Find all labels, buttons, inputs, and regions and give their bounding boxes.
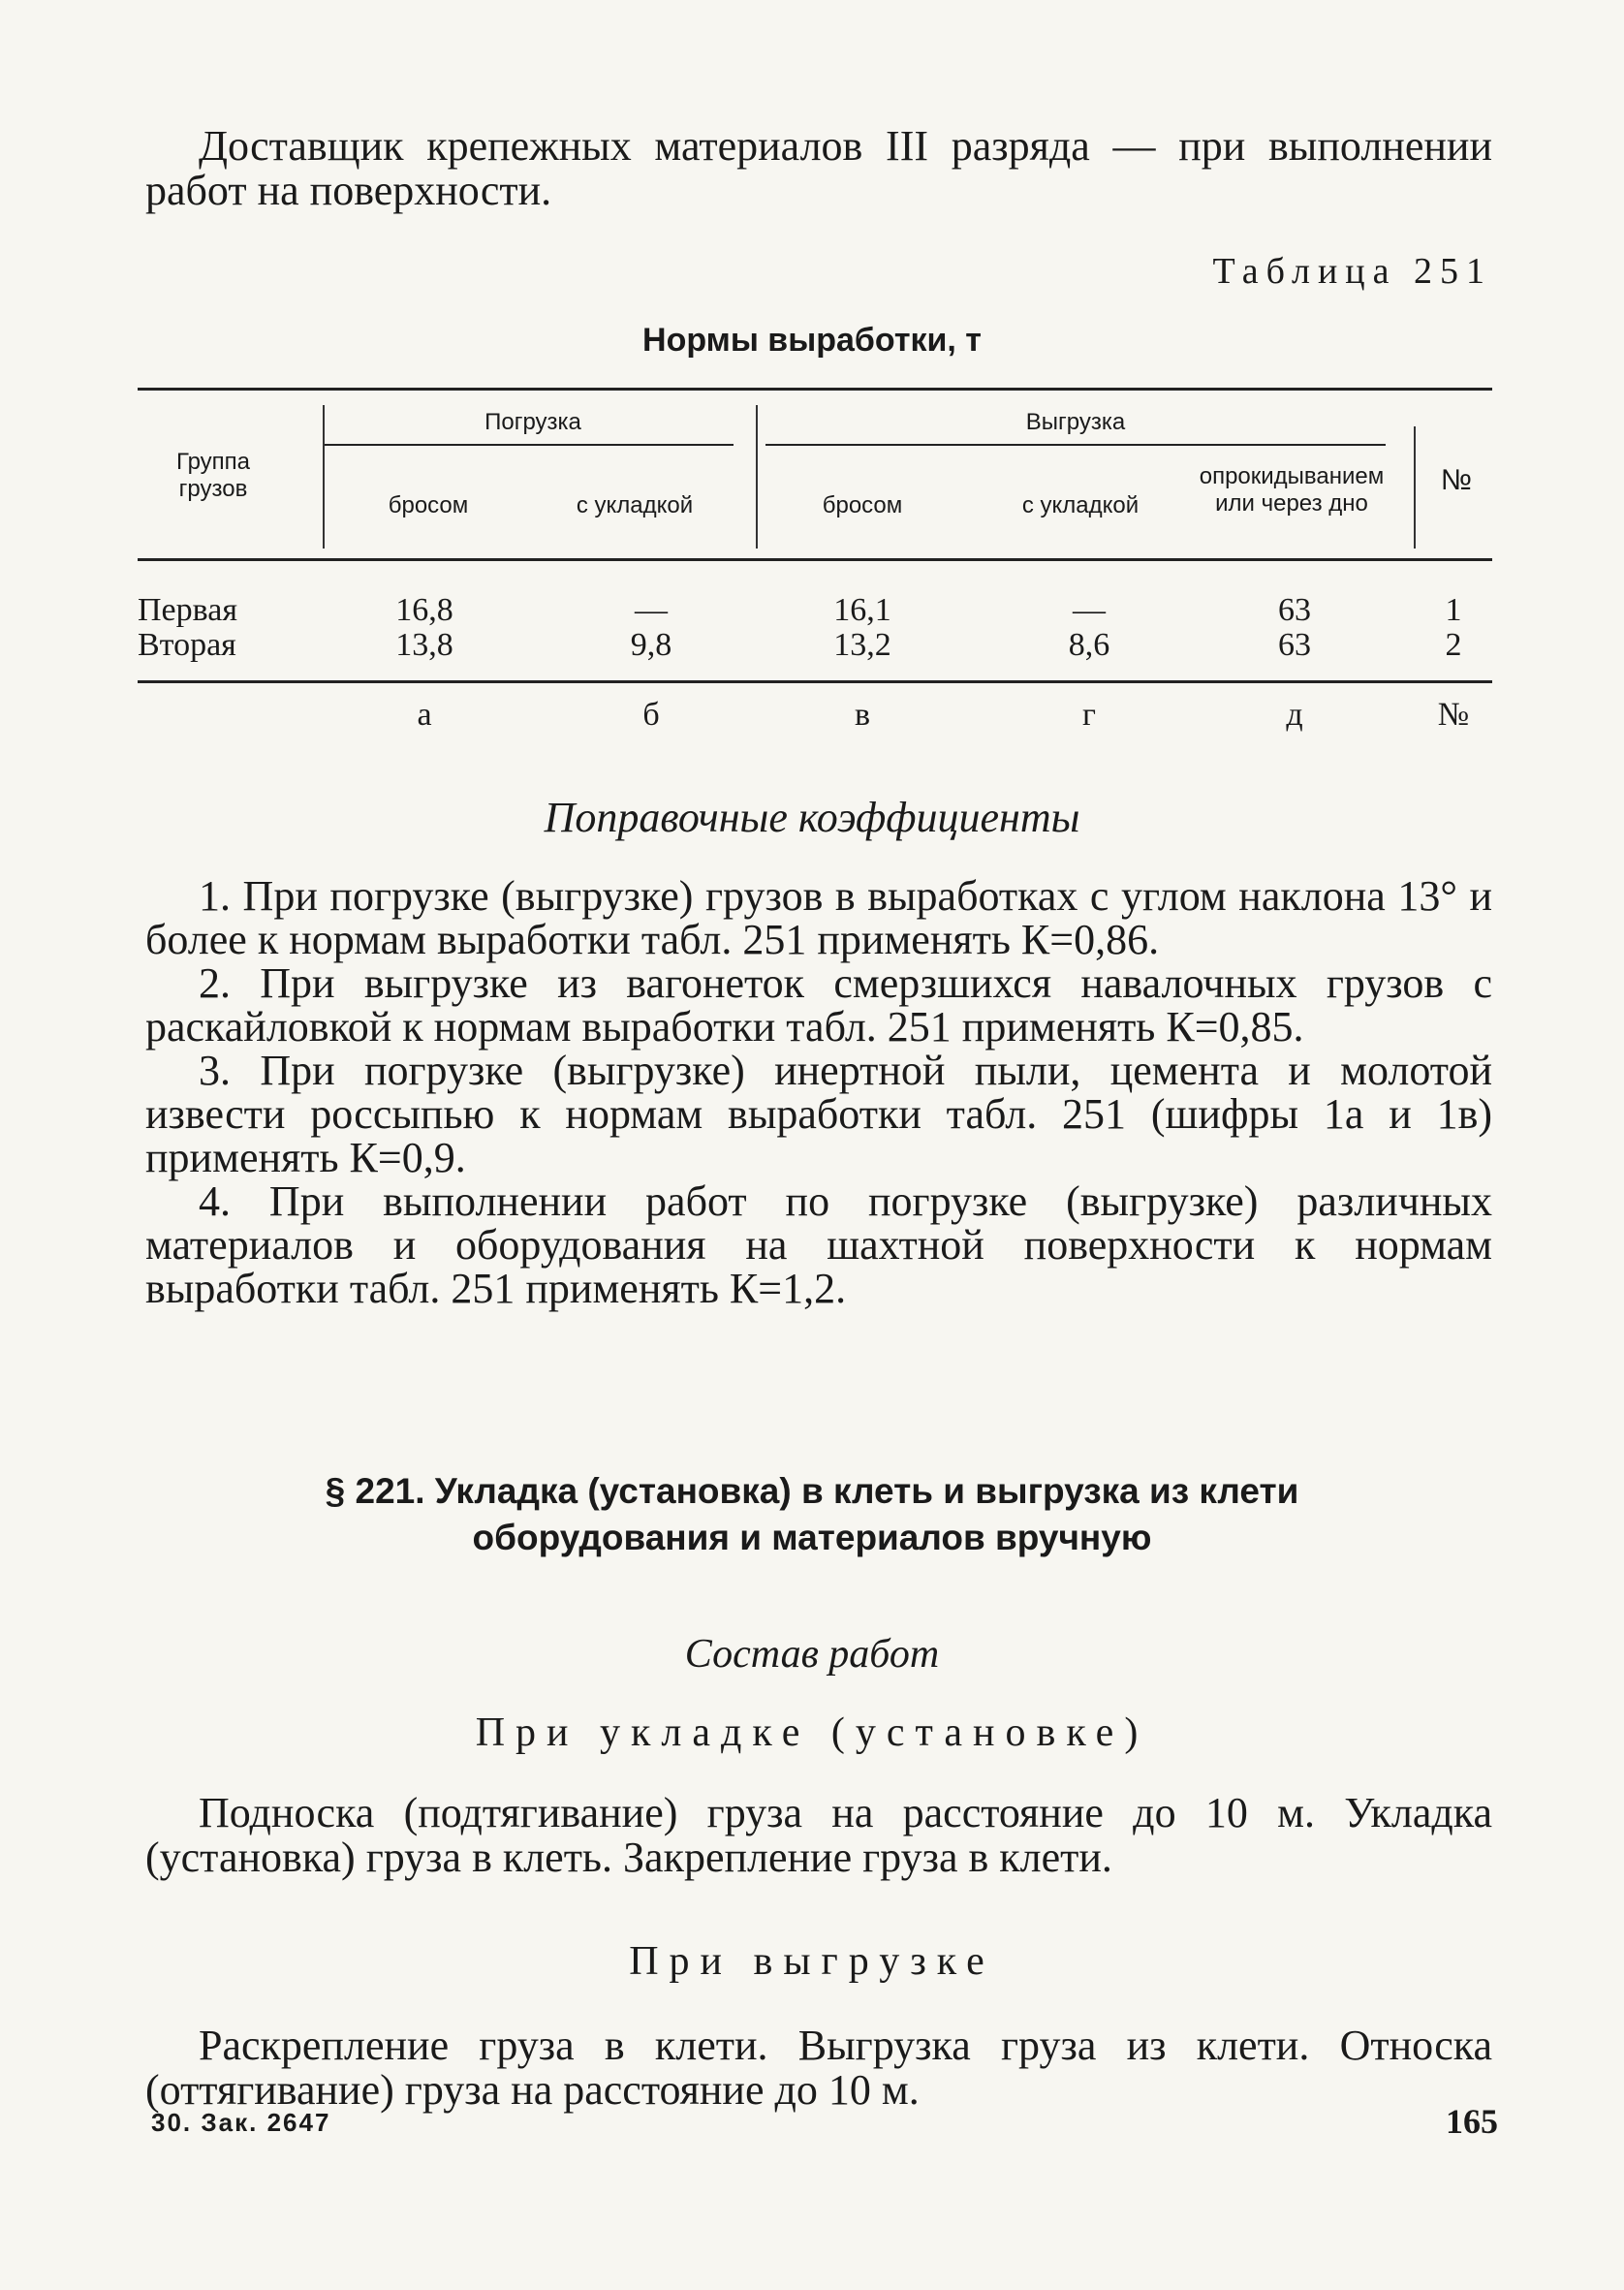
unloading-header-rule	[765, 444, 1386, 446]
col-header-stacking-2: с укладкой	[1021, 492, 1140, 518]
loading-subheading: При укладке (установке)	[475, 1710, 1149, 1755]
correction-item: 4. При выполнении работ по погрузке (выгрузке) различных материалов и оборудования на шахтной поверхности к нормам выработки табл. 251 применять К=1,2.	[145, 1177, 1492, 1312]
table-header-rule	[138, 558, 1492, 561]
col-header-number: №	[1440, 464, 1473, 496]
loading-header-rule	[325, 444, 734, 446]
table-cell: 63	[1278, 592, 1311, 628]
table-cell: 8,6	[1068, 627, 1110, 663]
table-divider	[756, 405, 758, 549]
intro-paragraph: Доставщик крепежных материалов III разряда — при выполнении работ на поверхности.	[145, 122, 1492, 214]
col-header-stacking: с укладкой	[576, 492, 694, 518]
table-cell: 16,8	[395, 592, 453, 628]
print-order-note: 30. Зак. 2647	[151, 2108, 331, 2137]
table-cell: 9,8	[630, 627, 672, 663]
unloading-header: Выгрузка	[1025, 409, 1126, 435]
table-divider	[1414, 426, 1416, 549]
group-header: Группа грузов	[175, 449, 251, 502]
table-cell: 16,1	[833, 592, 891, 628]
table-divider	[323, 405, 325, 549]
column-letter: а	[417, 697, 432, 733]
page-number: 165	[1446, 2102, 1498, 2141]
corrections-heading: Поправочные коэффициенты	[544, 794, 1080, 841]
table-cell: 13,8	[395, 627, 453, 663]
unloading-subheading: При выгрузке	[629, 1939, 995, 1984]
table-cell-number: 2	[1445, 627, 1462, 663]
unloading-paragraph: Раскрепление груза в клети. Выгрузка груза из клети. Относка (оттягивание) груза на расстояние до 10 м.	[145, 2022, 1492, 2114]
table-cell-group: Вторая	[138, 627, 236, 663]
column-letter: д	[1286, 697, 1303, 733]
corrections-list	[145, 874, 1492, 1310]
work-composition-heading: Состав работ	[684, 1632, 940, 1677]
col-header-throw-2: бросом	[822, 492, 903, 518]
table-cell: 13,2	[833, 627, 891, 663]
loading-paragraph: Подноска (подтягивание) груза на расстояние до 10 м. Укладка (установка) груза в клеть. Закрепление груза в клети.	[145, 1789, 1492, 1881]
table-cell: —	[635, 592, 668, 628]
column-letter: №	[1437, 697, 1470, 733]
column-letter: в	[854, 697, 871, 733]
section-title-line-1: § 221. Укладка (установка) в клеть и выгрузка из клети	[325, 1471, 1299, 1511]
col-header-tipping: опрокидыванием или через дно	[1199, 463, 1385, 517]
table-cell: 63	[1278, 627, 1311, 663]
correction-item: 2. При выгрузке из вагонеток смерзшихся навалочных грузов с раскайловкой к нормам выработки табл. 251 применять К=0,85.	[145, 959, 1492, 1051]
loading-header: Погрузка	[484, 409, 581, 435]
col-header-throw: бросом	[388, 492, 469, 518]
correction-item: 3. При погрузке (выгрузке) инертной пыли, цемента и молотой извести россыпью к нормам выработки табл. 251 (шифры 1а и 1в) применять К=0,9.	[145, 1047, 1492, 1181]
correction-item: 1. При погрузке (выгрузке) грузов в выработках с углом наклона 13° и более к нормам выработки табл. 251 применять К=0,86.	[145, 872, 1492, 963]
table-cell-number: 1	[1445, 592, 1462, 628]
table-title: Нормы выработки, т	[642, 322, 982, 359]
table-label: Таблица 251	[1212, 251, 1492, 292]
table-bottom-rule	[138, 680, 1492, 683]
table-top-rule	[138, 388, 1492, 391]
column-letter: б	[642, 697, 660, 733]
table-cell: —	[1073, 592, 1106, 628]
column-letter: г	[1082, 697, 1096, 733]
table-cell-group: Первая	[138, 592, 237, 628]
section-title-line-2: оборудования и материалов вручную	[472, 1518, 1152, 1557]
